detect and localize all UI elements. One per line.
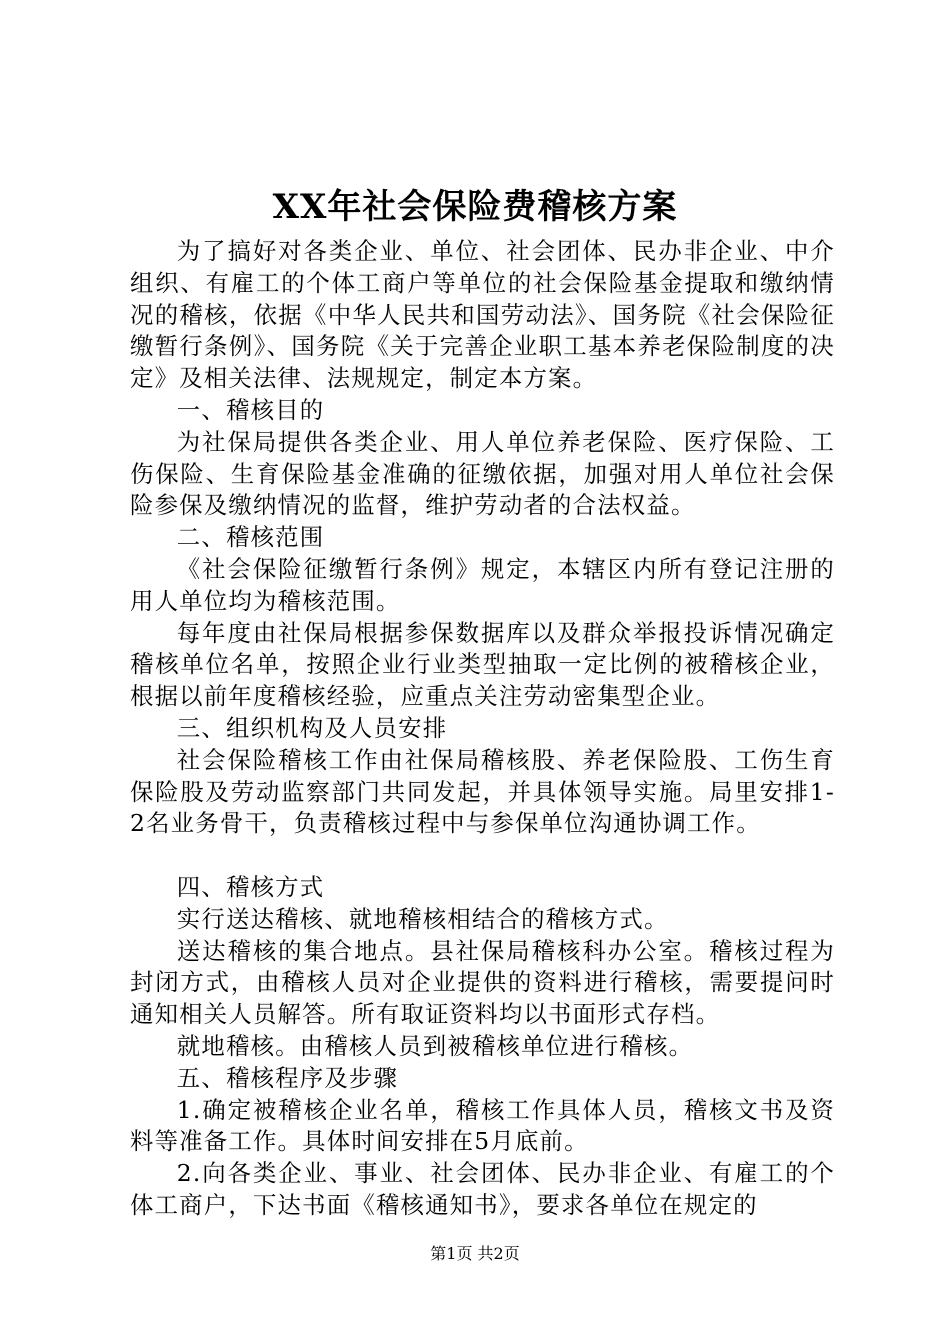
- scope-paragraph-annual: 每年度由社保局根据参保数据库以及群众举报投诉情况确定稽核单位名单，按照企业行业类型抽取一定比例的被稽核企业，根据以前年度稽核经验，应重点关注劳动密集型企业。: [130, 618, 835, 711]
- organization-paragraph: 社会保险稽核工作由社保局稽核股、养老保险股、工伤生育保险股及劳动监察部门共同发起，并具体领导实施。局里安排1-2名业务骨干，负责稽核过程中与参保单位沟通协调工作。: [130, 745, 835, 838]
- method-delivery-paragraph: 送达稽核的集合地点。县社保局稽核科办公室。稽核过程为封闭方式，由稽核人员对企业提供的资料进行稽核，需要提问时通知相关人员解答。所有取证资料均以书面形式存档。: [130, 936, 835, 1029]
- section-heading-scope: 二、稽核范围: [176, 523, 325, 552]
- method-paragraph: 实行送达稽核、就地稽核相结合的稽核方式。: [176, 904, 669, 933]
- section-heading-purpose: 一、稽核目的: [176, 395, 325, 424]
- page-footer: 第1页 共2页: [430, 1244, 520, 1263]
- purpose-paragraph: 为社保局提供各类企业、用人单位养老保险、医疗保险、工伤保险、生育保险基金准确的征缴依据，加强对用人单位社会保险参保及缴纳情况的监督，维护劳动者的合法权益。: [130, 427, 835, 520]
- page-title: XX年社会保险费稽核方案: [272, 187, 678, 227]
- method-onsite-paragraph: 就地稽核。由稽核人员到被稽核单位进行稽核。: [176, 1031, 694, 1060]
- procedure-step-1: 1.确定被稽核企业名单，稽核工作具体人员，稽核文书及资料等准备工作。具体时间安排在5月底前。: [130, 1095, 835, 1156]
- section-heading-procedure: 五、稽核程序及步骤: [176, 1063, 399, 1092]
- section-heading-organization: 三、组织机构及人员安排: [176, 713, 448, 742]
- section-heading-method: 四、稽核方式: [176, 872, 325, 901]
- intro-paragraph: 为了搞好对各类企业、单位、社会团体、民办非企业、中介组织、有雇工的个体工商户等单位的社会保险基金提取和缴纳情况的稽核，依据《中华人民共和国劳动法》、国务院《社会保险征缴暂行条例》、国务院《关于完善企业职工基本养老保险制度的决定》及相关法律、法规规定，制定本方案。: [130, 237, 835, 393]
- procedure-step-2: 2.向各类企业、事业、社会团体、民办非企业、有雇工的个体工商户，下达书面《稽核通知书》，要求各单位在规定的: [130, 1159, 835, 1219]
- document-body: [130, 236, 835, 1222]
- scope-paragraph: 《社会保险征缴暂行条例》规定，本辖区内所有登记注册的用人单位均为稽核范围。: [130, 554, 835, 615]
